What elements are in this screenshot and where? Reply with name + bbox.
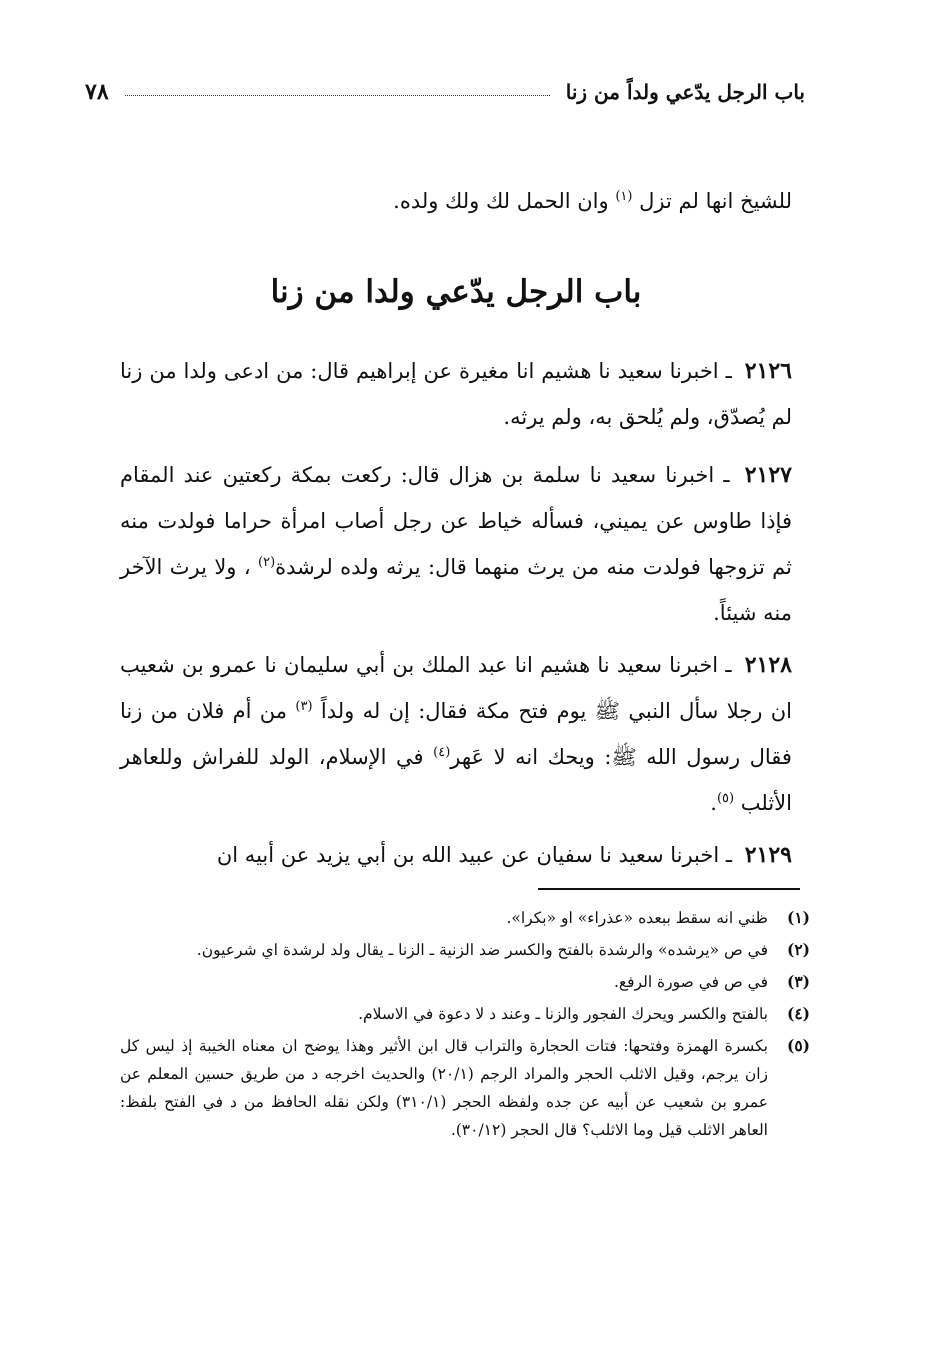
footnote: [120, 968, 810, 996]
hadith-text-end: .: [710, 791, 717, 815]
hadith-text: ـ اخبرنا سعيد نا سلمة بن هزال قال: ركعت بمكة ركعتين عند المقام فإذا طاوس عن يميني، فسأله خياط عن رجل أصاب امرأة حراما فولدت منه ثم تزوجها فولدت منه من يرث منهما قال: يرثه ولده لرشدة: [120, 463, 792, 579]
footnote-number: (٣): [786, 972, 810, 991]
running-header: [85, 70, 805, 114]
hadith-number: ٢١٢٧: [744, 462, 792, 488]
hadith-text: ـ اخبرنا سعيد نا سفيان عن عبيد الله بن أبي يزيد عن أبيه ان: [216, 843, 733, 867]
header-dotted-rule: [125, 95, 550, 96]
hadith-2126: [120, 348, 792, 440]
footnote-number: (٤): [786, 1004, 810, 1023]
hadith-number: ٢١٢٨: [744, 652, 792, 678]
footnote: [120, 1000, 810, 1028]
footnotes: [120, 904, 810, 1148]
footnote-text: بالفتح والكسر ويحرك الفجور والزنا ـ وعند د لا دعوة في الاسلام.: [358, 1005, 768, 1023]
page-number: ٧٨: [85, 79, 109, 105]
hadith-2127: [120, 452, 792, 636]
footnote-ref-4: (٤): [433, 745, 451, 760]
footnote-text: في ص في صورة الرفع.: [613, 973, 768, 991]
footnote-divider: [538, 888, 800, 890]
footnote: [120, 1032, 810, 1144]
footnote-ref-5: (٥): [716, 791, 735, 806]
intro-text-2: وان الحمل لك ولك ولده.: [393, 189, 609, 213]
footnote-text: بكسرة الهمزة وفتحها: فتات الحجارة والتراب قال ابن الأثير وهذا يوضح ان معناه الخيبة إذ ليس كل زان يرجم، وقيل الاثلب الحجر والمراد الرجم (٢٠/١) والحديث اخرجه د من طريق حسين المعلم عن عمرو بن شعيب عن أبيه عن جده ولفظه الحجر (٣١٠/١) ولكن نقله الحافظ من د في الفتح بلفظ: العاهر الاثلب قيل وما الاثلب؟ قال الحجر (٣٠/١٢).: [120, 1037, 768, 1139]
hadith-2129: [120, 832, 792, 878]
hadith-text-cont-2: في الإسلام، الولد للفراش وللعاهر الأثلب: [120, 745, 792, 815]
footnote-ref-2: (٢): [258, 555, 276, 570]
footnote-text: ظني انه سقط ببعده «عذراء» او «بكرا».: [506, 909, 768, 927]
running-title: باب الرجل يدّعي ولداً من زنا: [565, 80, 805, 104]
hadith-number: ٢١٢٦: [744, 358, 792, 384]
hadith-text: ـ اخبرنا سعيد نا هشيم انا عبد الملك بن أبي سليمان نا عمرو بن شعيب ان رجلا سأل النبي ﷺ يوم فتح مكة فقال: إن له ولداً: [120, 653, 792, 723]
hadith-text: ـ اخبرنا سعيد نا هشيم انا مغيرة عن إبراهيم قال: من ادعى ولدا من زنا لم يُصدّق، ولم يُلحق به، ولم يرثه.: [120, 359, 792, 429]
footnote-number: (١): [786, 908, 810, 927]
footnote: [120, 904, 810, 932]
intro-paragraph: [120, 178, 792, 224]
footnote: [120, 936, 810, 964]
footnote-number: (٥): [786, 1036, 810, 1055]
section-title: باب الرجل يدّعي ولدا من زنا: [270, 274, 642, 310]
hadith-2128: [120, 642, 792, 826]
footnote-text: في ص «يرشده» والرشدة بالفتح والكسر ضد الزنية ـ الزنا ـ يقال ولد لرشدة اي شرعيون.: [196, 941, 768, 959]
footnote-ref-3: (٣): [295, 699, 313, 714]
hadith-number: ٢١٢٩: [744, 842, 792, 868]
hadith-text-cont: من أم فلان من زنا فقال رسول الله ﷺ: ويحك انه لا عَهر: [120, 699, 792, 769]
footnote-number: (٢): [786, 940, 810, 959]
intro-text: للشيخ انها لم تزل: [639, 189, 792, 213]
hadith-text-cont: ، ولا يرث الآخر منه شيئاً.: [120, 555, 792, 625]
footnote-ref-1: (١): [615, 189, 633, 204]
